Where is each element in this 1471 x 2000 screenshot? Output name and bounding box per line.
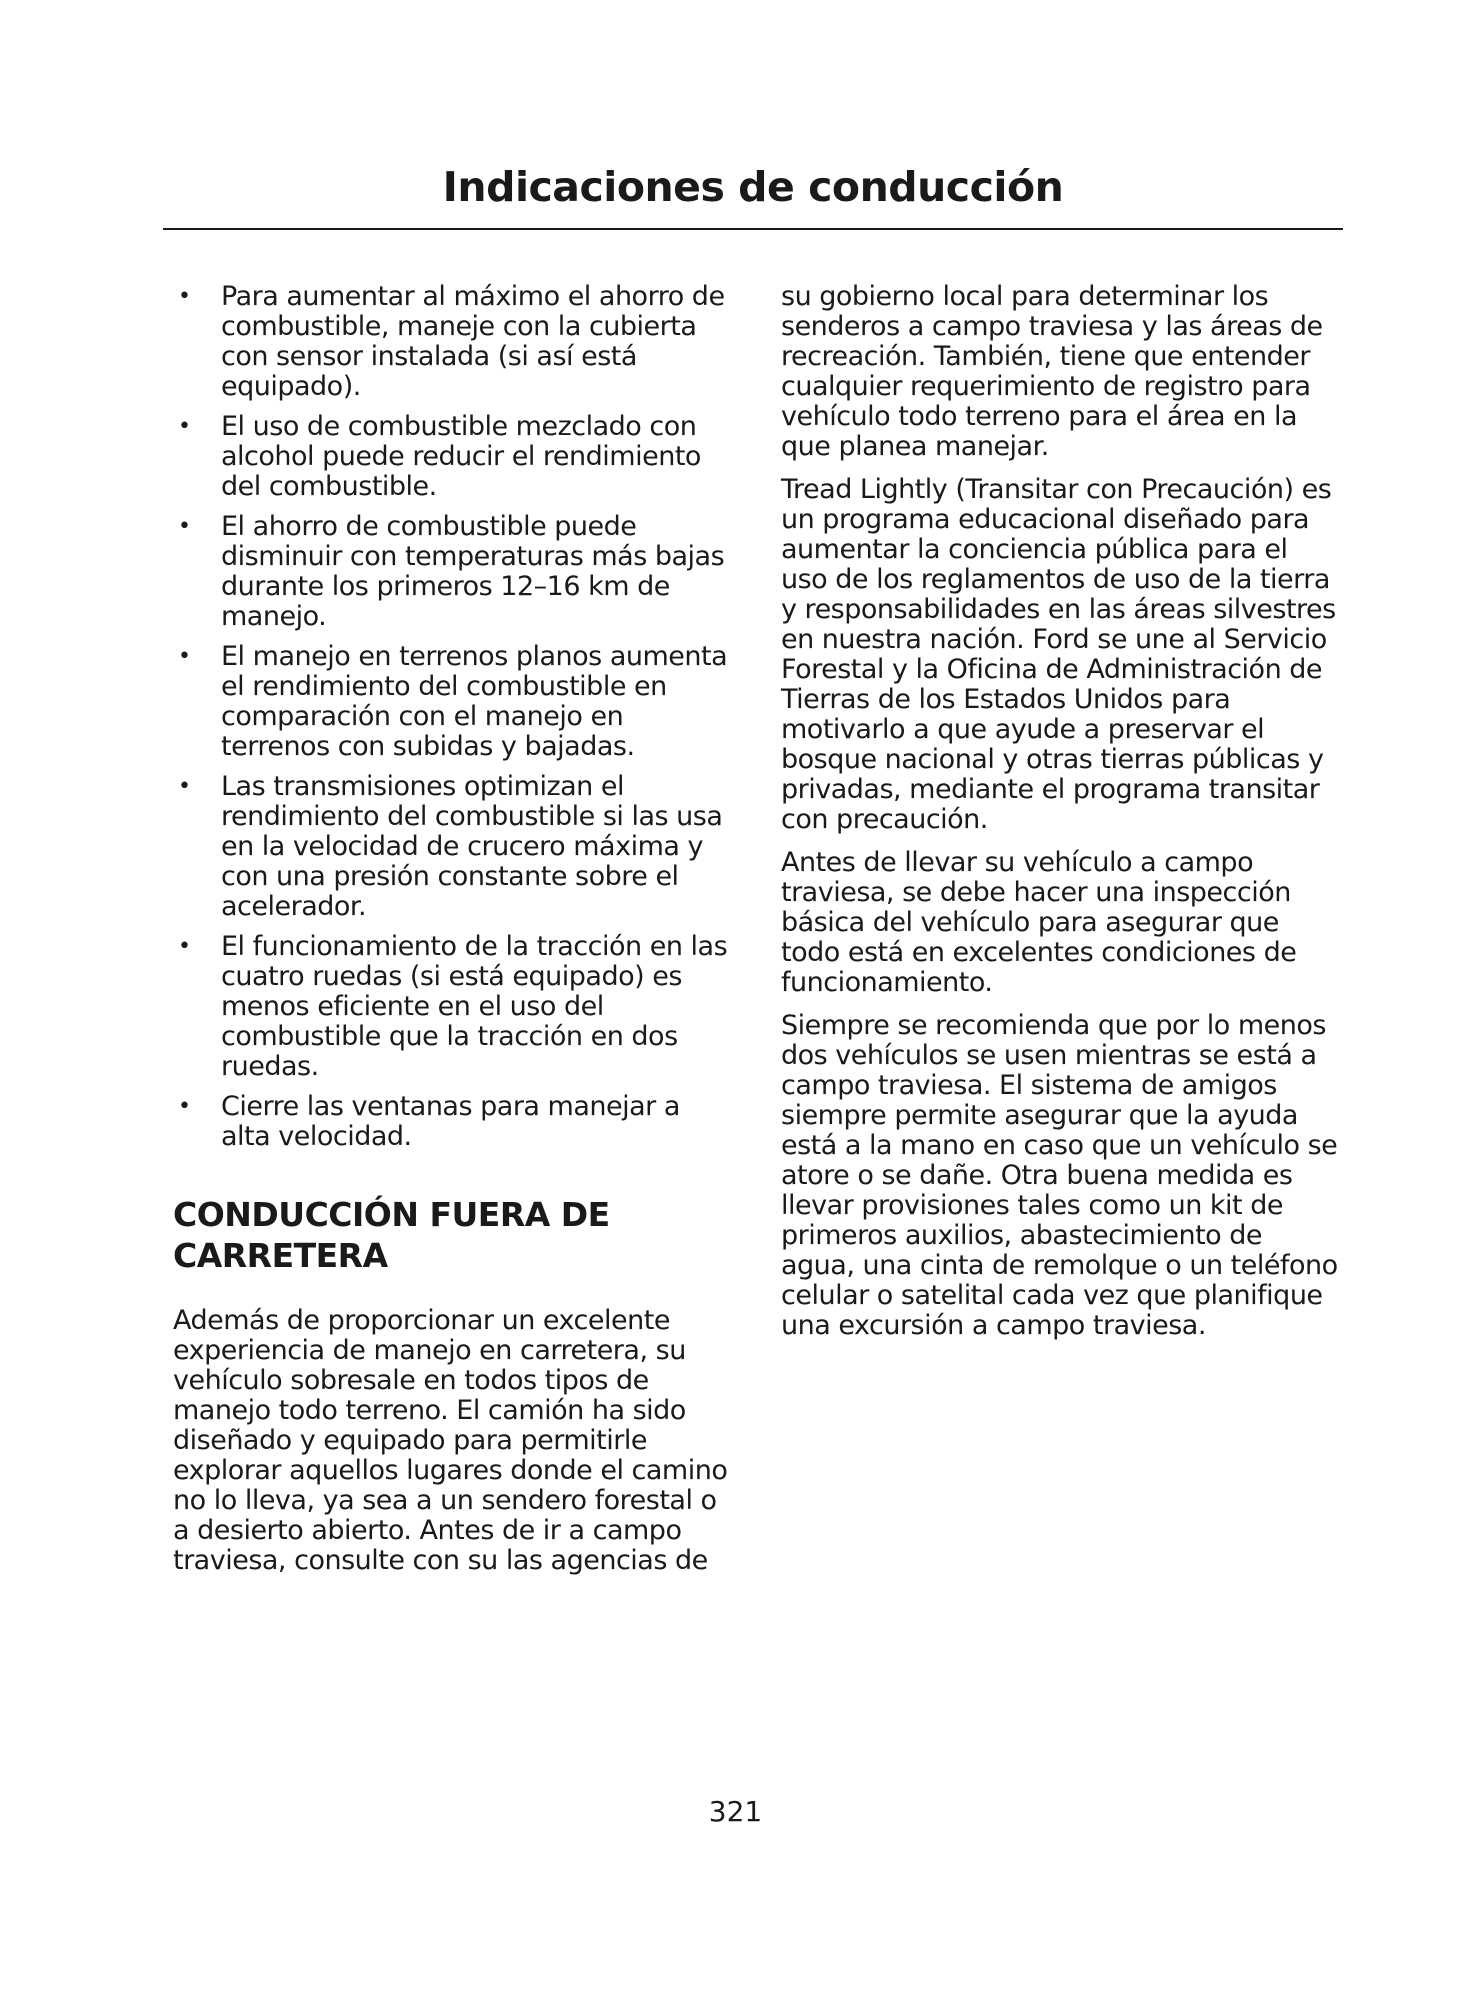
- list-item-text: El manejo en terrenos planos aumenta el rendimiento del combustible en comparación con el manejo en terrenos con subidas y bajadas.: [221, 641, 728, 762]
- bullet-icon: •: [178, 514, 191, 539]
- body-paragraph: Siempre se recomienda que por lo menos dos vehículos se usen mientras se está a campo traviesa. El sistema de amigos siempre permite asegurar que la ayuda está a la mano en caso que un vehículo se atore o se dañe. Otra buena medida es llevar provisiones tales como un kit de primeros auxilios, abastecimiento de agua, una cinta de remolque o un teléfono celular o satelital cada vez que planifique una excursión a campo traviesa.: [781, 1010, 1338, 1341]
- page-title: Indicaciones de conducción: [442, 163, 1064, 211]
- list-item: [173, 412, 733, 502]
- page-number: 321: [708, 1795, 763, 1828]
- bullet-icon: •: [178, 644, 191, 669]
- bullet-icon: •: [178, 934, 191, 959]
- list-item-text: Cierre las ventanas para manejar a alta velocidad.: [221, 1091, 680, 1152]
- list-item: [173, 932, 733, 1082]
- list-item-text: Las transmisiones optimizan el rendimiento del combustible si las usa en la velocidad de crucero máxima y con una presión constante sobre el acelerador.: [221, 771, 723, 922]
- list-item: [173, 512, 733, 632]
- list-item: [173, 282, 733, 402]
- page-header: [163, 158, 1343, 230]
- body-paragraph: Antes de llevar su vehículo a campo traviesa, se debe hacer una inspección básica del vehículo para asegurar que todo está en excelentes condiciones de funcionamiento.: [781, 847, 1297, 998]
- list-item-text: El funcionamiento de la tracción en las cuatro ruedas (si está equipado) es menos eficiente en el uso del combustible que la tracción en dos ruedas.: [221, 931, 728, 1082]
- bullet-icon: •: [178, 284, 191, 309]
- list-item-text: El ahorro de combustible puede disminuir con temperaturas más bajas durante los primeros 12–16 km de manejo.: [221, 511, 725, 632]
- right-column: [781, 282, 1341, 1354]
- bullet-icon: •: [178, 774, 191, 799]
- bullet-icon: •: [178, 414, 191, 439]
- list-item: [173, 772, 733, 922]
- fuel-economy-tips-list: [173, 282, 733, 1152]
- bullet-icon: •: [178, 1094, 191, 1119]
- section-heading: CONDUCCIÓN FUERA DE CARRETERA: [173, 1195, 610, 1275]
- body-paragraph: su gobierno local para determinar los senderos a campo traviesa y las áreas de recreación. También, tiene que entender cualquier requerimiento de registro para vehículo todo terreno para el área en la que planea manejar.: [781, 281, 1323, 462]
- body-paragraph: Además de proporcionar un excelente experiencia de manejo en carretera, su vehículo sobresale en todos tipos de manejo todo terreno. El camión ha sido diseñado y equipado para permitirle explorar aquellos lugares donde el camino no lo lleva, ya sea a un sendero forestal o a desierto abierto. Antes de ir a campo traviesa, consulte con su las agencias de: [173, 1305, 728, 1576]
- list-item-text: El uso de combustible mezclado con alcohol puede reducir el rendimiento del combustible.: [221, 411, 701, 502]
- list-item: [173, 642, 733, 762]
- list-item-text: Para aumentar al máximo el ahorro de combustible, maneje con la cubierta con sensor instalada (si así está equipado).: [221, 281, 725, 402]
- list-item: [173, 1092, 733, 1152]
- left-column: [173, 282, 733, 1589]
- body-paragraph: Tread Lightly (Transitar con Precaución) es un programa educacional diseñado para aumentar la conciencia pública para el uso de los reglamentos de uso de la tierra y responsabilidades en las áreas silvestres en nuestra nación. Ford se une al Servicio Forestal y la Oficina de Administración de Tierras de los Estados Unidos para motivarlo a que ayude a preservar el bosque nacional y otras tierras públicas y privadas, mediante el programa transitar con precaución.: [781, 474, 1336, 835]
